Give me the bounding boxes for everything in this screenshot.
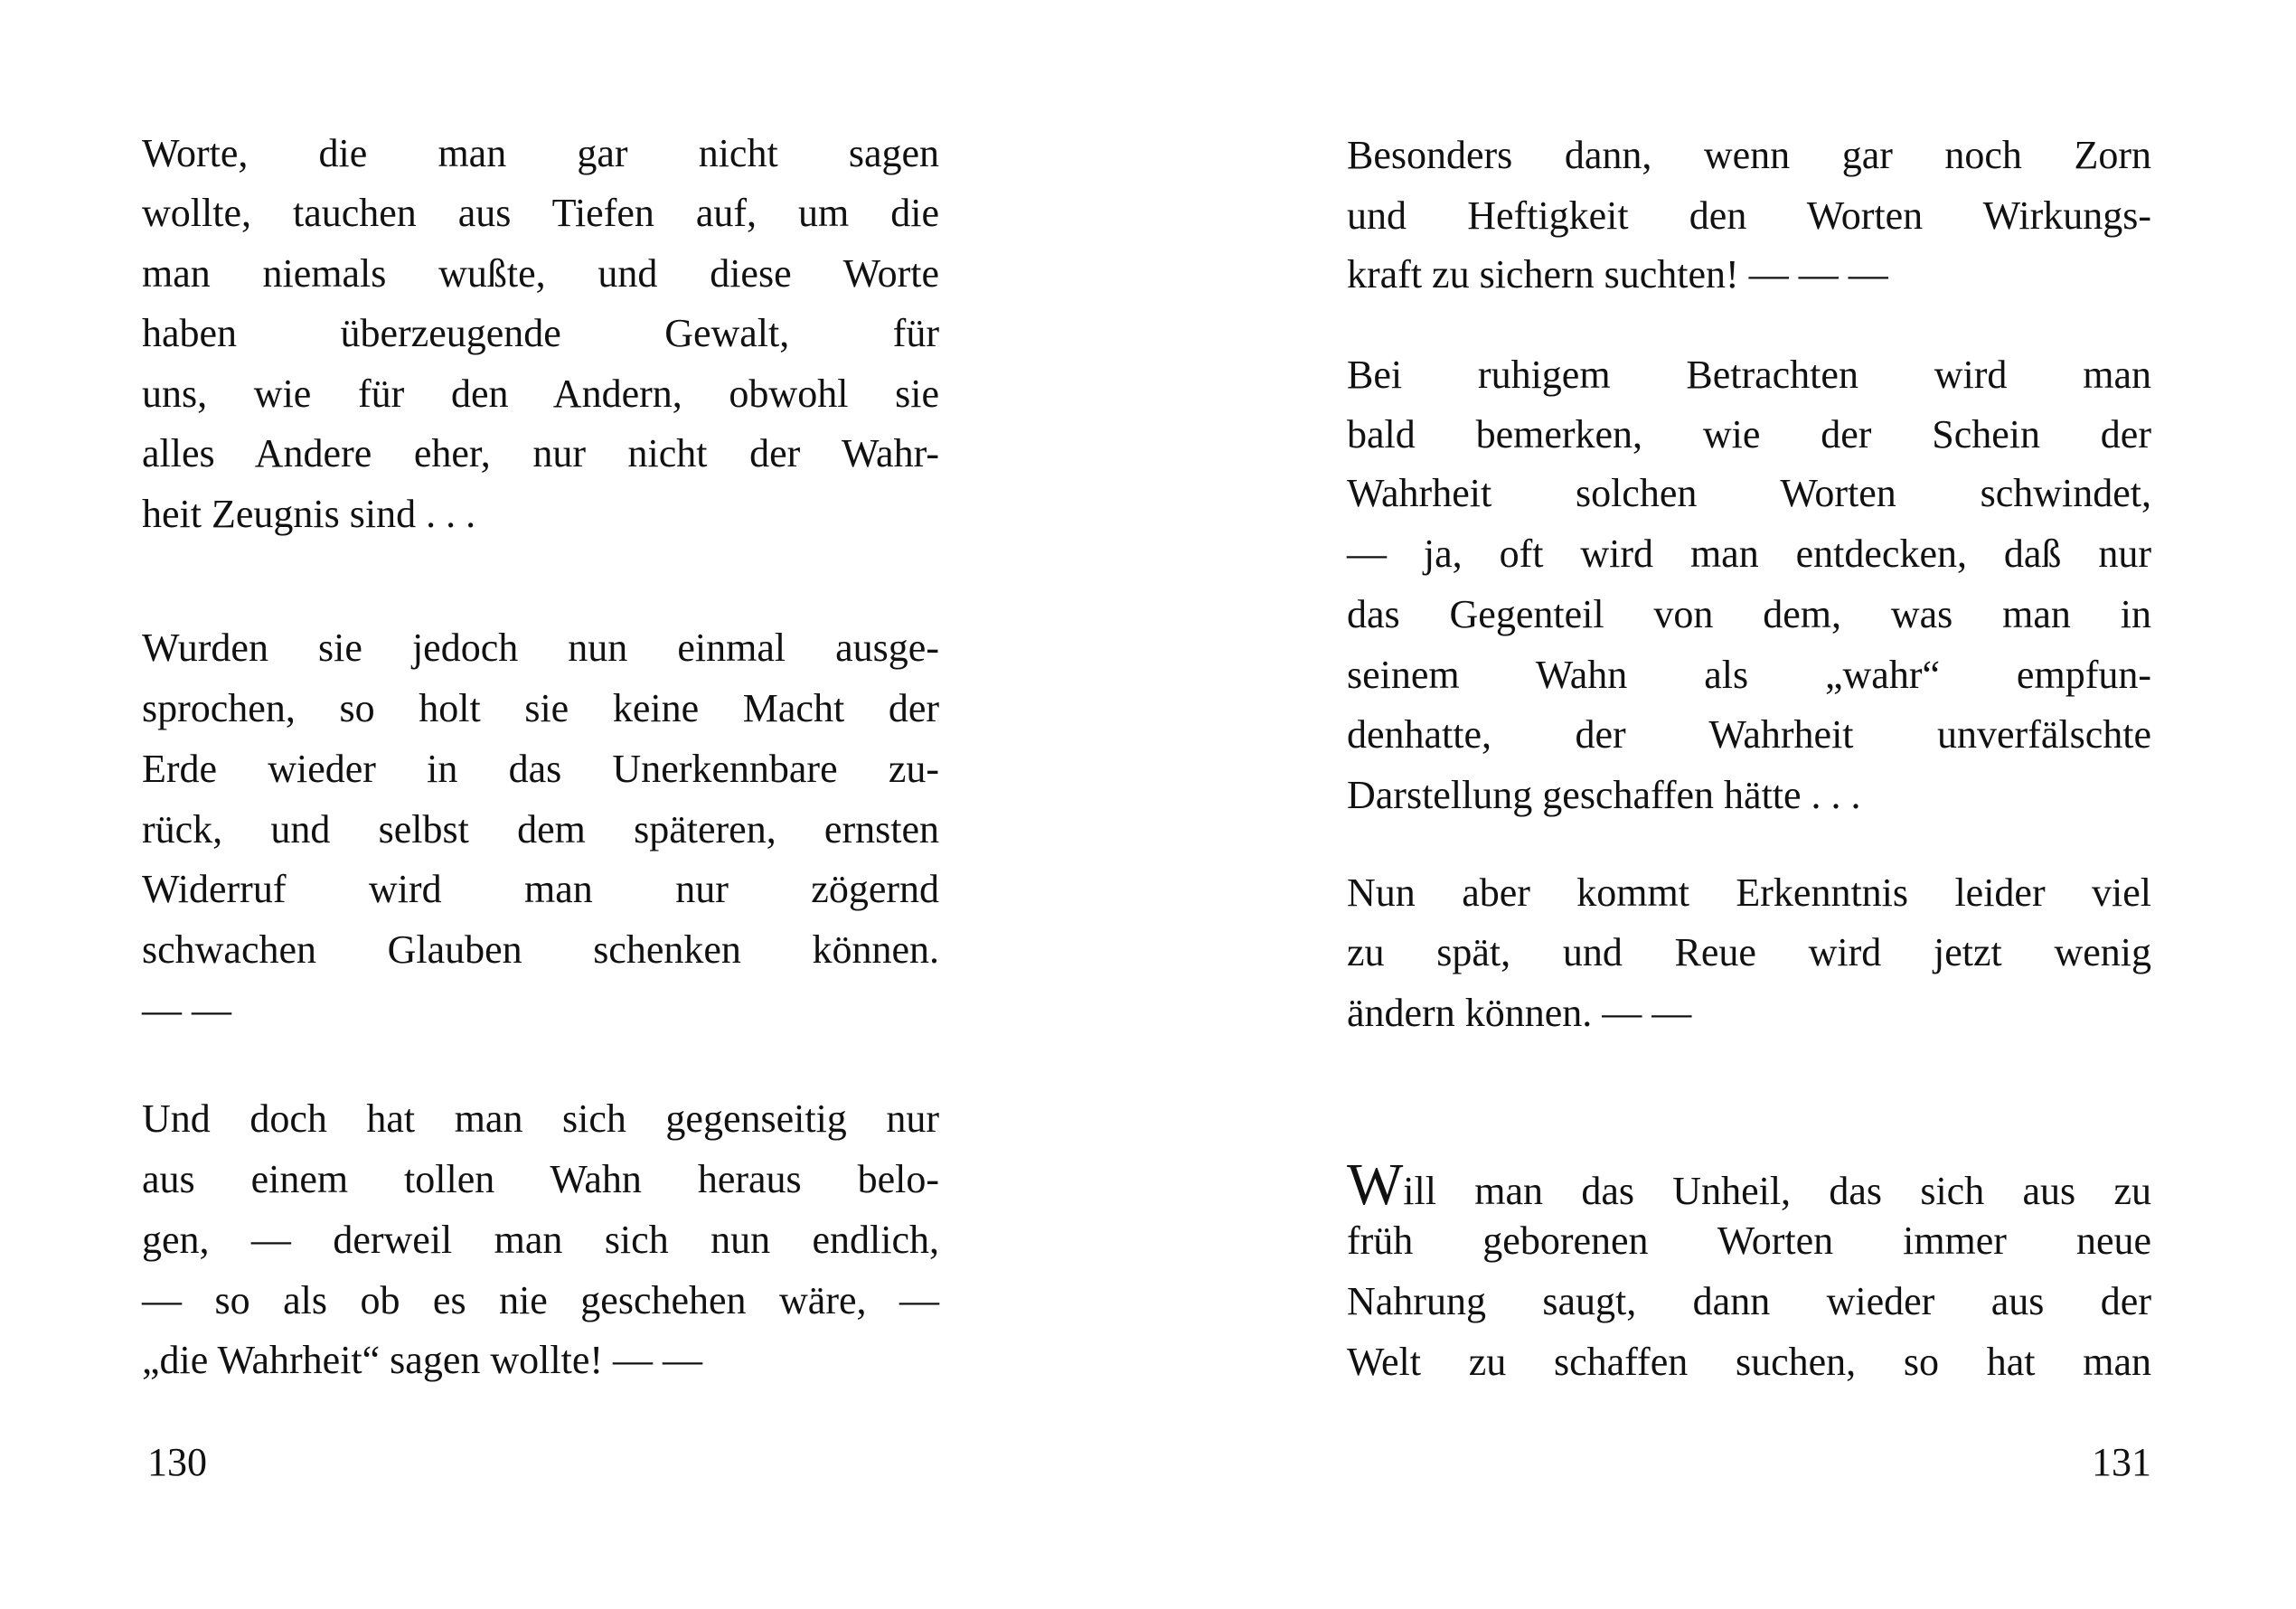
text-line: ill man das Unheil, das sich aus zu (1403, 1169, 2151, 1213)
text-line: rück, und selbst dem späteren, ernsten (142, 807, 939, 852)
text-line: wollte, tauchen aus Tiefen auf, um die (142, 191, 939, 235)
text-line-with-dropcap (1347, 1152, 2151, 1218)
text-line: Welt zu schaffen suchen, so hat man (1347, 1340, 2151, 1384)
right-page (1148, 0, 2296, 1609)
text-line: uns, wie für den Andern, obwohl sie (142, 372, 939, 416)
text-line: Erde wieder in das Unerkennbare zu- (142, 747, 939, 791)
text-line: seinem Wahn als „wahr“ empfun- (1347, 653, 2151, 697)
text-line: Widerruf wird man nur zögernd (142, 867, 939, 911)
text-line: ändern können. — — (1347, 991, 1692, 1035)
text-line: aus einem tollen Wahn heraus belo- (142, 1157, 939, 1201)
text-line: Worte, die man gar nicht sagen (142, 131, 939, 175)
text-line: Nahrung saugt, dann wieder aus der (1347, 1279, 2151, 1323)
drop-cap: W (1347, 1152, 1404, 1218)
text-line: — so als ob es nie geschehen wäre, — (142, 1278, 939, 1322)
text-line: zu spät, und Reue wird jetzt wenig (1347, 930, 2151, 974)
text-line: heit Zeugnis sind . . . (142, 492, 476, 536)
text-line: haben überzeugende Gewalt, für (142, 311, 939, 355)
text-line: man niemals wußte, und diese Worte (142, 251, 939, 296)
page-number: 130 (147, 1440, 207, 1484)
text-line: sprochen, so holt sie keine Macht der (142, 686, 939, 730)
text-line: das Gegenteil von dem, was man in (1347, 592, 2151, 636)
text-line: bald bemerken, wie der Schein der (1347, 412, 2151, 456)
text-line: Und doch hat man sich gegenseitig nur (142, 1096, 939, 1141)
text-line: alles Andere eher, nur nicht der Wahr- (142, 431, 939, 475)
text-line: Besonders dann, wenn gar noch Zorn (1347, 133, 2151, 177)
text-line: gen, — derweil man sich nun endlich, (142, 1218, 939, 1262)
text-line: — ja, oft wird man entdecken, daß nur (1347, 532, 2151, 576)
text-line: — — (142, 988, 231, 1032)
text-line: Darstellung geschaffen hätte . . . (1347, 773, 1861, 817)
text-line: Nun aber kommt Erkenntnis leider viel (1347, 870, 2151, 915)
text-line: „die Wahrheit“ sagen wollte! — — (142, 1338, 702, 1382)
text-line: Wurden sie jedoch nun einmal ausge- (142, 626, 939, 670)
text-line: kraft zu sichern suchten! — — — (1347, 252, 1888, 296)
text-line: Bei ruhigem Betrachten wird man (1347, 353, 2151, 397)
text-line: und Heftigkeit den Worten Wirkungs- (1347, 193, 2151, 238)
text-line: schwachen Glauben schenken können. (142, 927, 939, 972)
text-line: Wahrheit solchen Worten schwindet, (1347, 471, 2151, 515)
page-number: 131 (2092, 1440, 2151, 1484)
text-line: früh geborenen Worten immer neue (1347, 1219, 2151, 1263)
text-line: denhatte, der Wahrheit unverfälschte (1347, 712, 2151, 757)
